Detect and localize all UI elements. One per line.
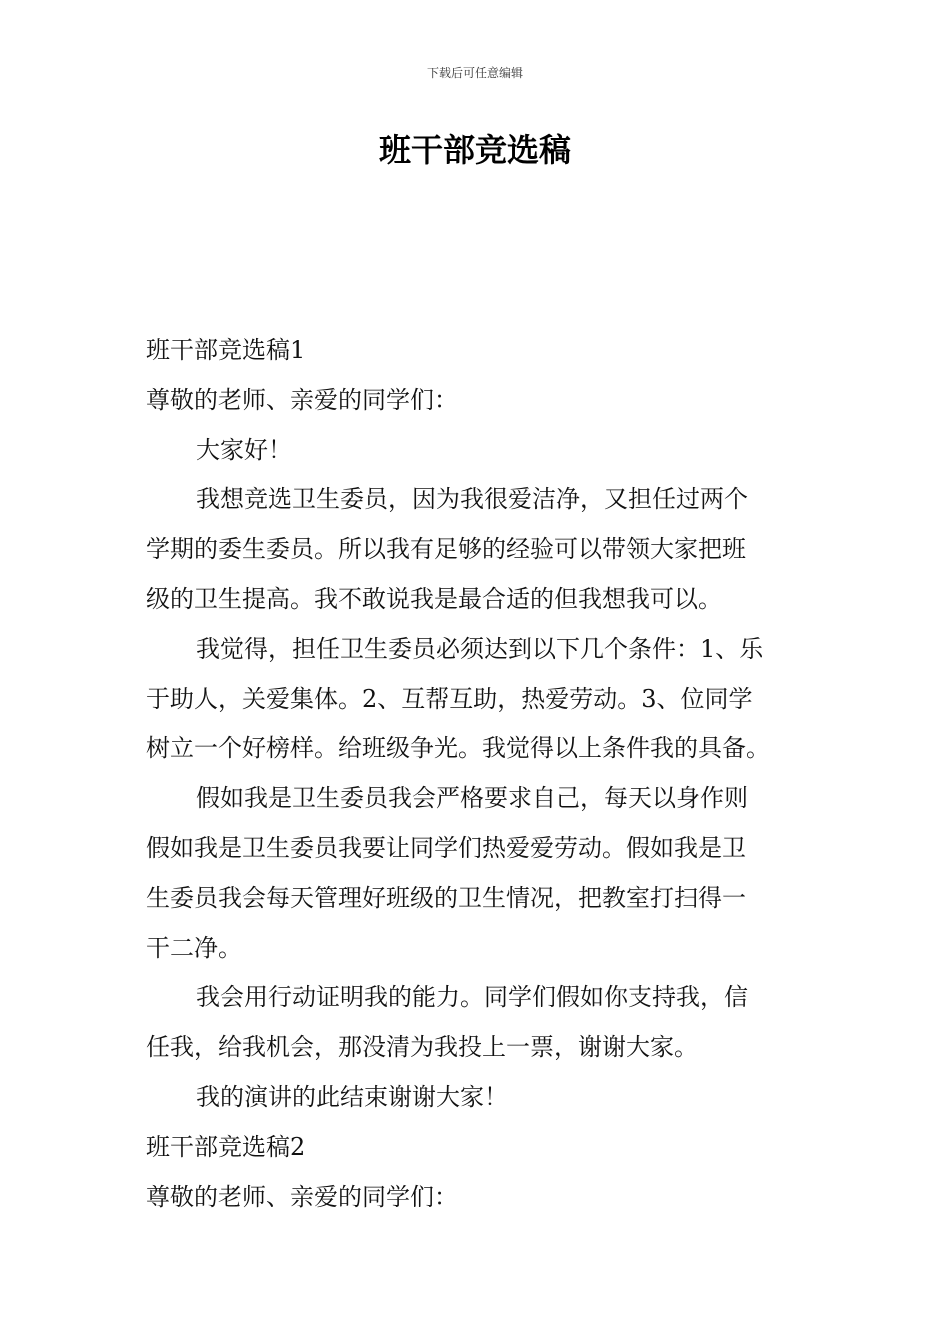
body-line: 我会用行动证明我的能力。同学们假如你支持我，信 [196, 983, 748, 1012]
body-line: 生委员我会每天管理好班级的卫生情况，把教室打扫得一 [146, 883, 746, 912]
section-heading: 班干部竞选稿2 [146, 1132, 306, 1161]
salutation: 尊敬的老师、亲爱的同学们： [146, 385, 458, 414]
body-line: 树立一个好榜样。给班级争光。我觉得以上条件我的具备。 [146, 734, 770, 763]
body-line: 干二净。 [146, 933, 242, 962]
section-heading: 班干部竞选稿1 [146, 336, 306, 364]
document-title: 班干部竞选稿 [378, 131, 571, 169]
body-line: 学期的委生委员。所以我有足够的经验可以带领大家把班 [146, 535, 746, 564]
body-line: 级的卫生提高。我不敢说我是最合适的但我想我可以。 [146, 584, 722, 613]
document-body [146, 326, 810, 1222]
body-line: 任我，给我机会，那没清为我投上一票，谢谢大家。 [146, 1033, 698, 1062]
salutation: 尊敬的老师、亲爱的同学们： [146, 1182, 458, 1211]
body-line: 我觉得，担任卫生委员必须达到以下几个条件：1、乐 [196, 634, 764, 663]
greeting: 大家好！ [196, 435, 292, 464]
body-line: 假如我是卫生委员我要让同学们热爱爱劳动。假如我是卫 [146, 833, 746, 862]
closing-line: 我的演讲的此结束谢谢大家！ [196, 1082, 508, 1111]
body-line: 假如我是卫生委员我会严格要求自己，每天以身作则 [196, 784, 748, 813]
header-note: 下载后可任意编辑 [426, 66, 523, 80]
body-line: 我想竞选卫生委员，因为我很爱洁净，又担任过两个 [196, 485, 748, 514]
body-line: 于助人，关爱集体。2、互帮互助，热爱劳动。3、位同学 [146, 684, 753, 713]
